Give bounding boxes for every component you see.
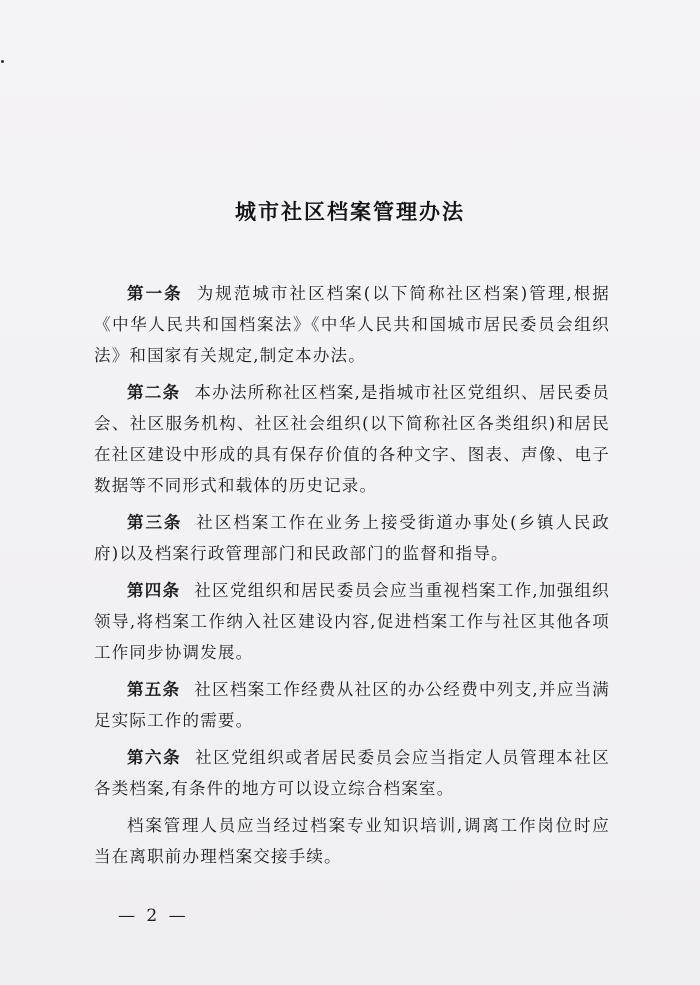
article-label: 第四条 (127, 581, 181, 600)
article-label: 第三条 (127, 513, 183, 532)
article-text: 社区档案工作在业务上接受街道办事处(乡镇人民政府)以及档案行政管理部门和民政部门的监督和指导。 (94, 513, 610, 563)
article-3 (94, 507, 610, 569)
article-text: 本办法所称社区档案,是指城市社区党组织、居民委员会、社区服务机构、社区社会组织(以下简称社区各类组织)和居民在社区建设中形成的具有保存价值的各种文字、图表、声像、电子数据等不同形式和载体的历史记录。 (94, 383, 610, 495)
page-number: — 2 — (118, 906, 189, 926)
scan-mark (1, 60, 4, 63)
article-text: 社区党组织和居民委员会应当重视档案工作,加强组织领导,将档案工作纳入社区建设内容,促进档案工作与社区其他各项工作同步协调发展。 (94, 581, 610, 662)
article-text: 社区档案工作经费从社区的办公经费中列支,并应当满足实际工作的需要。 (94, 680, 610, 730)
article-text: 社区党组织或者居民委员会应当指定人员管理本社区各类档案,有条件的地方可以设立综合档案室。 (94, 748, 610, 798)
article-2 (94, 377, 610, 501)
document-body (94, 278, 610, 878)
article-label: 第二条 (127, 383, 181, 402)
article-label: 第一条 (127, 284, 183, 303)
article-4 (94, 575, 610, 668)
article-5 (94, 674, 610, 736)
article-label: 第五条 (127, 680, 181, 699)
article-6-extra-paragraph: 档案管理人员应当经过档案专业知识培训,调离工作岗位时应当在离职前办理档案交接手续。 (94, 816, 610, 866)
article-1 (94, 278, 610, 371)
article-text: 为规范城市社区档案(以下简称社区档案)管理,根据《中华人民共和国档案法》《中华人民共和国城市居民委员会组织法》和国家有关规定,制定本办法。 (94, 284, 610, 365)
document-title: 城市社区档案管理办法 (235, 200, 465, 224)
article-6 (94, 742, 610, 804)
article-label: 第六条 (127, 748, 182, 767)
